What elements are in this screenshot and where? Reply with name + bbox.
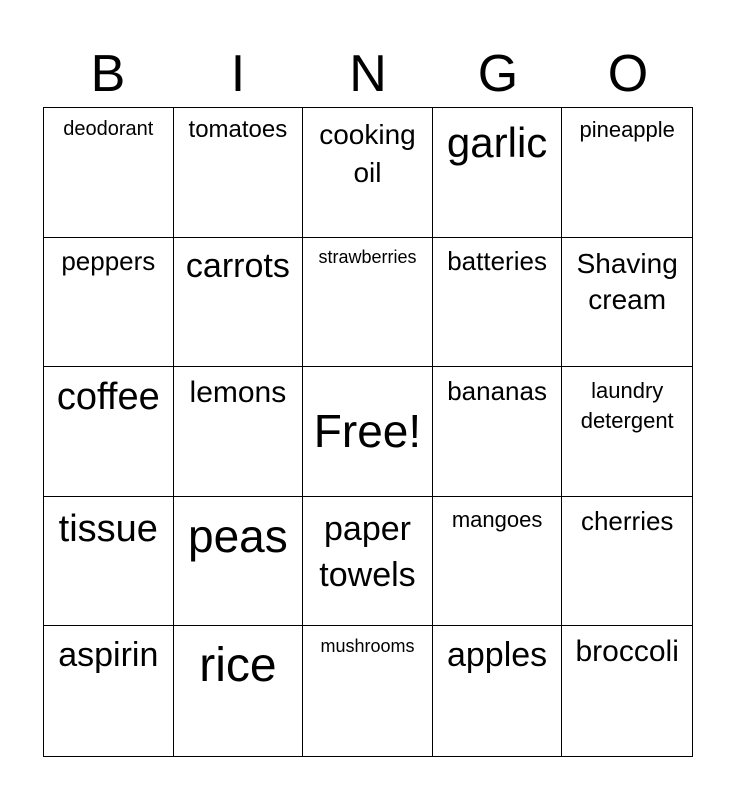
bingo-cell: cooking oil xyxy=(303,108,433,238)
header-letter-b: B xyxy=(90,45,126,103)
bingo-cell: garlic xyxy=(433,108,563,238)
bingo-cell: coffee xyxy=(44,367,174,497)
bingo-header xyxy=(43,42,693,106)
header-letter-g: G xyxy=(477,45,519,103)
bingo-cell: batteries xyxy=(433,238,563,368)
bingo-cell: strawberries xyxy=(303,238,433,368)
bingo-cell: carrots xyxy=(174,238,304,368)
bingo-cell: apples xyxy=(433,626,563,756)
bingo-cell: broccoli xyxy=(575,635,679,669)
bingo-cell: lemons xyxy=(174,367,304,497)
bingo-cell: mangoes xyxy=(433,497,563,627)
bingo-cell: cherries xyxy=(562,497,692,627)
header-letter-n: N xyxy=(349,45,387,103)
bingo-cell: laundry detergent xyxy=(562,367,692,497)
bingo-cell: bananas xyxy=(433,367,563,497)
bingo-board xyxy=(43,107,693,757)
free-space-cell: Free! xyxy=(303,367,433,497)
bingo-cell: rice xyxy=(174,626,304,756)
bingo-cell: peas xyxy=(174,497,304,627)
bingo-cell: tomatoes xyxy=(174,108,304,238)
bingo-cell: tissue xyxy=(44,497,174,627)
bingo-cell: deodorant xyxy=(44,108,174,238)
bingo-cell: aspirin xyxy=(44,626,174,756)
bingo-cell: paper towels xyxy=(303,497,433,627)
bingo-cell: peppers xyxy=(44,238,174,368)
bingo-cell: mushrooms xyxy=(303,626,433,756)
bingo-cell: Shaving cream xyxy=(562,238,692,368)
header-letter-o: O xyxy=(607,45,649,103)
bingo-cell: pineapple xyxy=(562,108,692,238)
header-letter-i: I xyxy=(230,45,246,103)
